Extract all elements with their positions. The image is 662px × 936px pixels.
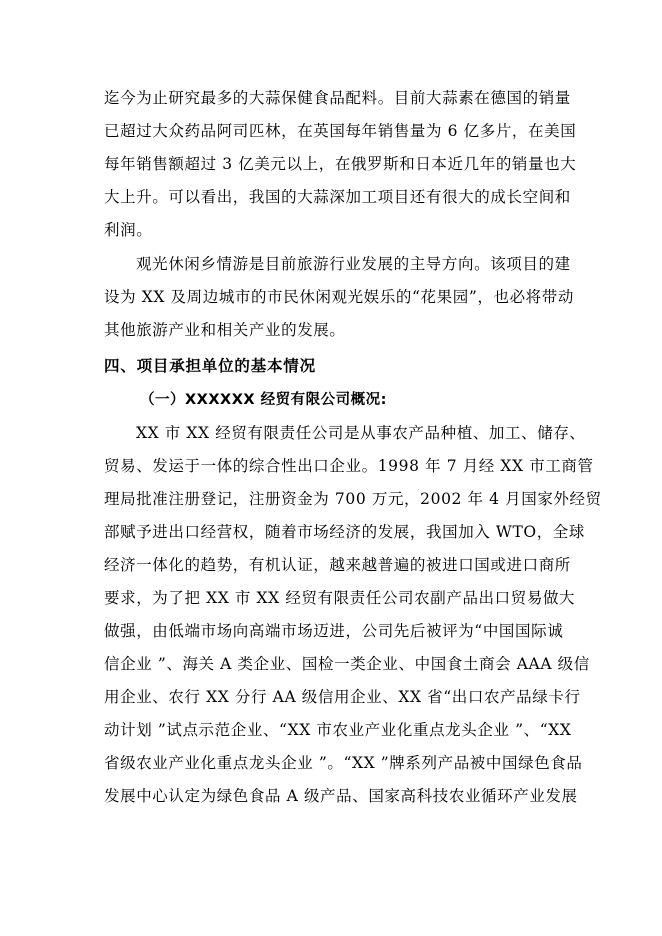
paragraph-3-line-10: 动计划 ”试点示范企业、“XX 市农业产业化重点龙头企业 ”、“XX [104, 721, 572, 739]
paragraph-3-line-8: 信企业 ”、海关 A 类企业、国检一类企业、中国食土商会 AAA 级信 [104, 655, 590, 673]
paragraph-3-line-7: 做强，由低端市场向高端市场迈进，公司先后被评为“中国国际诚 [104, 622, 564, 640]
paragraph-3-line-5: 经济一体化的趋势，有机认证，越来越普遍的被进口国或进口商所 [104, 556, 571, 574]
paragraph-2-line-1: 观光休闲乡情游是目前旅游行业发展的主导方向。该项目的建 [136, 255, 571, 273]
paragraph-3-line-3: 理局批准注册登记，注册资金为 700 万元，2002 年 4 月国家外经贸 [104, 490, 602, 508]
paragraph-1-line-1: 迄今为止研究最多的大蒜保健食品配料。目前大蒜素在德国的销量 [104, 89, 571, 107]
paragraph-2-line-3: 其他旅游产业和相关产业的发展。 [104, 321, 346, 339]
paragraph-3-line-6: 要求，为了把 XX 市 XX 经贸有限责任公司农副产品出口贸易做大 [104, 589, 576, 607]
paragraph-3-line-9: 用企业、农行 XX 分行 AA 级信用企业、XX 省“出口农产品绿卡行 [104, 688, 581, 706]
paragraph-2-line-2: 设为 XX 及周边城市的市民休闲观光娱乐的“花果园”，也必将带动 [104, 288, 574, 306]
paragraph-1-line-2: 已超过大众药品阿司匹林，在英国每年销售量为 6 亿多片，在美国 [104, 122, 577, 140]
paragraph-1-line-5: 利润。 [104, 221, 153, 239]
paragraph-1-line-3: 每年销售额超过 3 亿美元以上，在俄罗斯和日本近几年的销量也大 [104, 155, 577, 173]
paragraph-3-line-11: 省级农业产业化重点龙头企业 ”。“XX ”牌系列产品被中国绿色食品 [104, 754, 583, 772]
paragraph-3-line-2: 贸易、发运于一体的综合性出口企业。1998 年 7 月经 XX 市工商管 [104, 457, 594, 475]
paragraph-1-line-4: 大上升。可以看出，我国的大蒜深加工项目还有很大的成长空间和 [104, 188, 571, 206]
paragraph-3-line-12: 发展中心认定为绿色食品 A 级产品、国家高科技农业循环产业发展 [104, 787, 578, 805]
section-heading: 四、项目承担单位的基本情况 [104, 357, 316, 375]
paragraph-3-line-1: XX 市 XX 经贸有限责任公司是从事农产品种植、加工、储存、 [136, 424, 586, 442]
subsection-heading: （一）XXXXXX 经贸有限公司概况: [140, 392, 387, 408]
paragraph-3-line-4: 部赋予进出口经营权，随着市场经济的发展，我国加入 WTO，全球 [104, 523, 586, 541]
